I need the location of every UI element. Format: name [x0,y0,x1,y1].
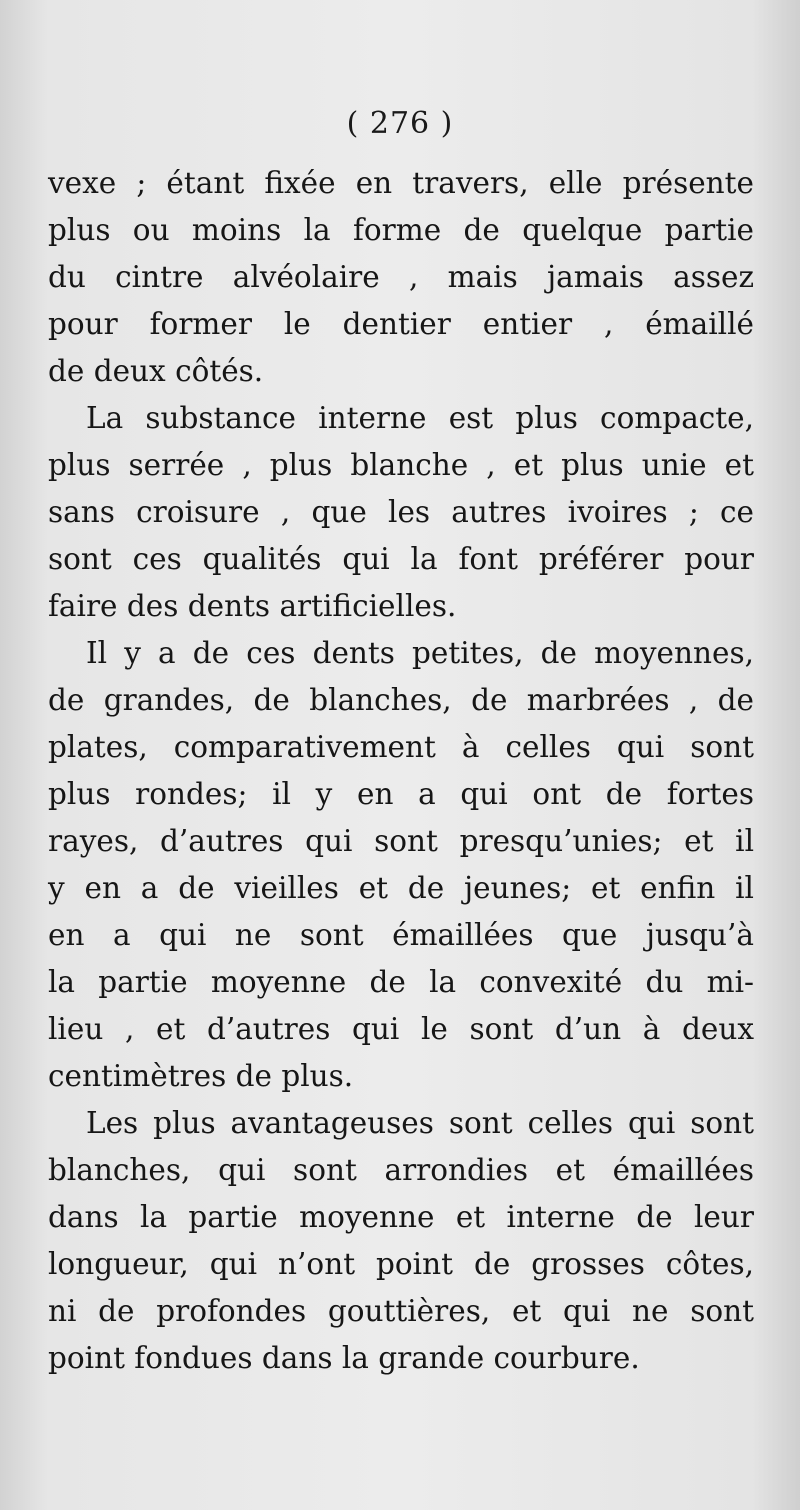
text-line: de grandes, de blanches, de marbrées , de [48,683,754,717]
text-line: Les plus avantageuses sont celles qui sont [86,1106,754,1140]
paragraph-4 [48,1100,754,1382]
paragraph-2 [48,395,754,630]
text-line: du cintre alvéolaire , mais jamais assez [48,260,754,294]
text-line: faire des dents artificielles. [48,589,457,623]
text-line: lieu , et d’autres qui le sont d’un à deux [48,1012,754,1046]
body-text [48,160,754,1382]
text-line: en a qui ne sont émaillées que jusqu’à [48,918,754,952]
text-line: plus ou moins la forme de quelque partie [48,213,754,247]
text-line: ni de profondes gouttières, et qui ne sont [48,1294,754,1328]
text-line: plus serrée , plus blanche , et plus unie et [48,448,754,482]
text-line: vexe ; étant fixée en travers, elle présente [48,166,754,200]
text-line: blanches, qui sont arrondies et émaillées [48,1153,754,1187]
text-line: centimètres de plus. [48,1059,354,1093]
text-line: La substance interne est plus compacte, [86,401,754,435]
text-line: plus rondes; il y en a qui ont de fortes [48,777,754,811]
text-line: sont ces qualités qui la font préférer pour [48,542,754,576]
text-line: de deux côtés. [48,354,264,388]
text-line: dans la partie moyenne et interne de leur [48,1200,754,1234]
text-line: sans croisure , que les autres ivoires ; ce [48,495,754,529]
text-line: y en a de vieilles et de jeunes; et enfin il [48,871,754,905]
text-line: plates, comparativement à celles qui sont [48,730,754,764]
text-line: pour former le dentier entier , émaillé [48,307,754,341]
text-line: rayes, d’autres qui sont presqu’unies; et il [48,824,754,858]
page-number: ( 276 ) [346,106,454,141]
text-line: longueur, qui n’ont point de grosses côtes, [48,1247,754,1281]
text-line: la partie moyenne de la convexité du mi- [48,965,754,999]
paragraph-3 [48,630,754,1100]
paragraph-1 [48,160,754,395]
text-line: Il y a de ces dents petites, de moyennes, [86,636,754,670]
text-line: point fondues dans la grande courbure. [48,1341,640,1375]
